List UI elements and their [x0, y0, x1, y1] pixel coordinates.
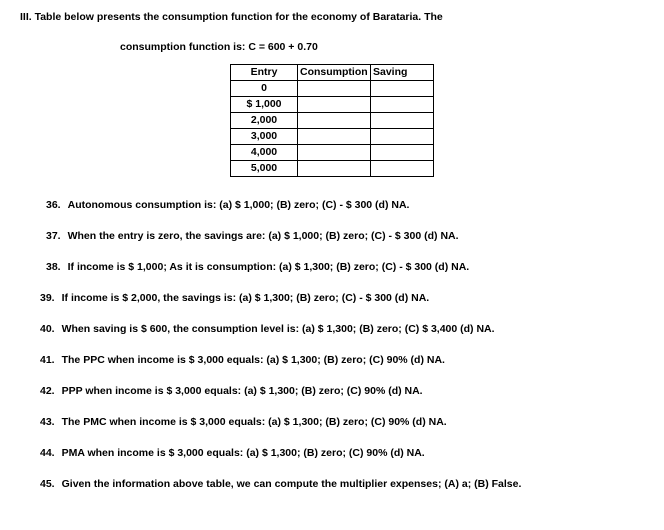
question-text: PMA when income is $ 3,000 equals: (a) $ 1,300; (B) zero; (C) 90% (d) NA.: [61, 447, 425, 459]
question-number: 42.: [40, 385, 55, 397]
entry-cell: $ 1,000: [231, 97, 298, 113]
question-text: When the entry is zero, the savings are: (a) $ 1,000; (B) zero; (C) - $ 300 (d) NA.: [67, 230, 459, 242]
saving-cell: [371, 97, 434, 113]
question-40: [40, 323, 664, 336]
question-36: [46, 199, 664, 212]
question-text: Given the information above table, we can compute the multiplier expenses; (A) a; (B) False.: [61, 478, 522, 490]
question-number: 40.: [40, 323, 55, 335]
question-text: The PMC when income is $ 3,000 equals: (a) $ 1,300; (B) zero; (C) 90% (d) NA.: [61, 416, 447, 428]
question-39: [40, 292, 664, 305]
saving-cell: [371, 161, 434, 177]
table-row: [231, 145, 434, 161]
question-text: When saving is $ 600, the consumption level is: (a) $ 1,300; (B) zero; (C) $ 3,400 (d) NA.: [61, 323, 495, 335]
entry-cell: 4,000: [231, 145, 298, 161]
question-38: [46, 261, 664, 274]
question-number: 43.: [40, 416, 55, 428]
table-row: [231, 81, 434, 97]
question-43: [40, 416, 664, 429]
consumption-cell: [298, 97, 371, 113]
question-number: 37.: [46, 230, 61, 242]
table-row: [231, 129, 434, 145]
heading-line-1: III. Table below presents the consumption function for the economy of Barataria. The: [20, 11, 443, 23]
table-row: [231, 97, 434, 113]
question-number: 45.: [40, 478, 55, 490]
question-number: 38.: [46, 261, 61, 273]
header-consumption: Consumption: [298, 65, 371, 81]
question-number: 36.: [46, 199, 61, 211]
question-number: 41.: [40, 354, 55, 366]
header-saving: Saving: [371, 65, 434, 81]
saving-cell: [371, 113, 434, 129]
question-text: The PPC when income is $ 3,000 equals: (a) $ 1,300; (B) zero; (C) 90% (d) NA.: [61, 354, 445, 366]
consumption-cell: [298, 145, 371, 161]
entry-cell: 2,000: [231, 113, 298, 129]
question-text: PPP when income is $ 3,000 equals: (a) $ 1,300; (B) zero; (C) 90% (d) NA.: [61, 385, 423, 397]
consumption-cell: [298, 129, 371, 145]
question-42: [40, 385, 664, 398]
table-row: [231, 161, 434, 177]
entry-cell: 0: [231, 81, 298, 97]
question-45: [40, 478, 664, 491]
question-44: [40, 447, 664, 460]
table-header-row: [231, 65, 434, 81]
question-text: Autonomous consumption is: (a) $ 1,000; (B) zero; (C) - $ 300 (d) NA.: [67, 199, 410, 211]
question-text: If income is $ 1,000; As it is consumption: (a) $ 1,300; (B) zero; (C) - $ 300 (d) NA.: [67, 261, 470, 273]
consumption-cell: [298, 81, 371, 97]
header-entry: Entry: [231, 65, 298, 81]
question-text: If income is $ 2,000, the savings is: (a) $ 1,300; (B) zero; (C) - $ 300 (d) NA.: [61, 292, 430, 304]
heading-line-2: consumption function is: C = 600 + 0.70: [120, 41, 318, 53]
consumption-cell: [298, 161, 371, 177]
consumption-table: [230, 64, 434, 177]
entry-cell: 3,000: [231, 129, 298, 145]
saving-cell: [371, 145, 434, 161]
question-37: [46, 230, 664, 243]
entry-cell: 5,000: [231, 161, 298, 177]
question-number: 39.: [40, 292, 55, 304]
question-41: [40, 354, 664, 367]
saving-cell: [371, 81, 434, 97]
questions-list: [0, 199, 664, 491]
table-row: [231, 113, 434, 129]
consumption-cell: [298, 113, 371, 129]
question-number: 44.: [40, 447, 55, 459]
saving-cell: [371, 129, 434, 145]
